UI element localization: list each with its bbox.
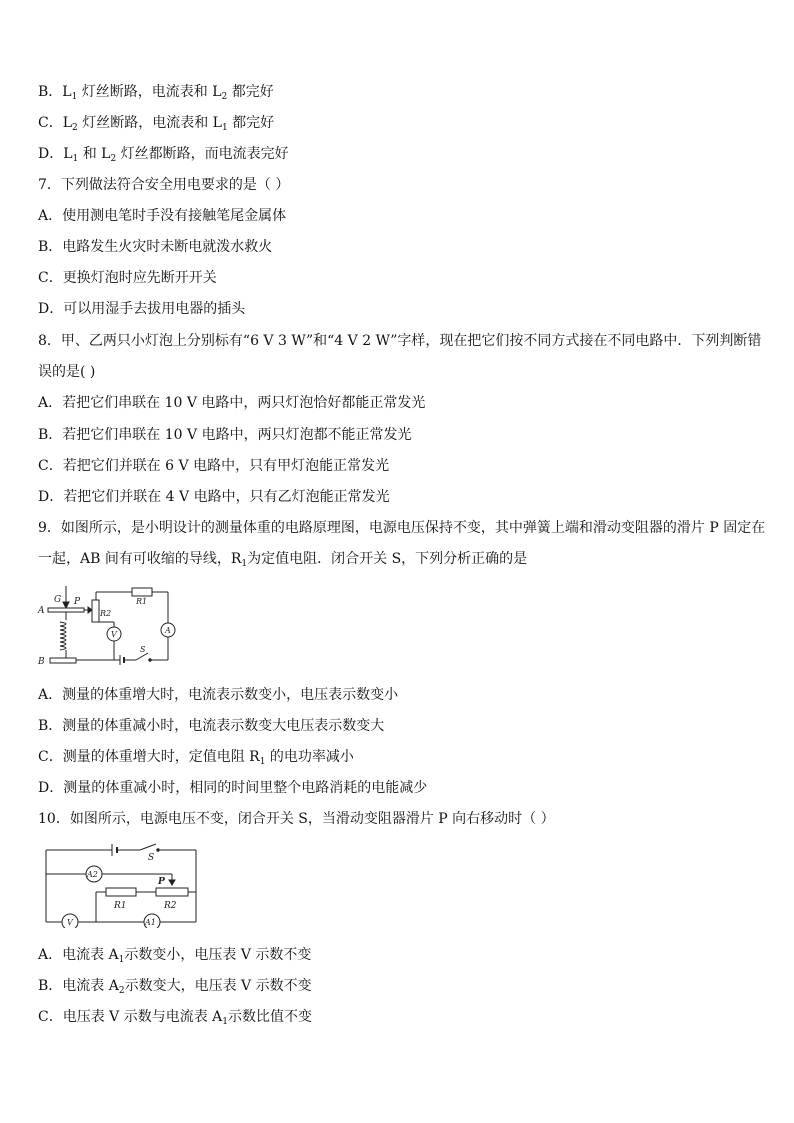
q9-stem-line1: 9．如图所示，是小明设计的测量体重的电路原理图，电源电压保持不变，其中弹簧上端和滑动变阻器的滑片 P 固定在 — [38, 520, 766, 536]
q10-option-b: B．电流表 $A_2$示数变大，电压表 V 示数不变 — [38, 978, 312, 996]
q6-option-d: D．$L_1$ 和 $L_2$ 灯丝都断路，而电流表完好 — [38, 146, 289, 164]
q9-voltmeter-label: V — [111, 630, 117, 639]
q8-option-c: C．若把它们并联在 6 V 电路中，只有甲灯泡能正常发光 — [38, 458, 390, 474]
q10-voltmeter-label: V — [67, 918, 73, 927]
q10-label-r2: R2 — [164, 901, 177, 911]
q10-label-r1: R1 — [114, 901, 127, 911]
q7-option-d: D．可以用湿手去拔用电器的插头 — [38, 301, 246, 317]
q9-stem-line2: 一起，AB 间有可收缩的导线，$R_1$为定值电阻．闭合开关 S，下列分析正确的是 — [38, 551, 528, 569]
q9-option-c: C．测量的体重增大时，定值电阻 $R_1$ 的电功率减小 — [38, 749, 354, 767]
q10-ammeter-a1-label: A1 — [145, 918, 156, 927]
q10-label-s: S — [148, 853, 155, 863]
q7-stem: 7．下列做法符合安全用电要求的是（ ） — [38, 177, 290, 193]
q8-stem-line1: 8．甲、乙两只小灯泡上分别标有“6 V 3 W”和“4 V 2 W”字样，现在把它们按不同方式接在不同电路中．下列判断错 — [38, 333, 762, 349]
q8-option-d: D．若把它们并联在 4 V 电路中，只有乙灯泡能正常发光 — [38, 489, 390, 505]
q9-ammeter-label: A — [165, 626, 171, 635]
q9-label-p: P — [74, 597, 81, 607]
q9-option-d: D．测量的体重减小时，相同的时间里整个电路消耗的电能减少 — [38, 780, 428, 796]
q10-label-p: P — [158, 877, 165, 887]
q10-stem: 10．如图所示，电源电压不变，闭合开关 S，当滑动变阻器滑片 P 向右移动时（ ） — [38, 811, 555, 827]
q6-option-b: B．$L_1$ 灯丝断路，电流表和 $L_2$ 都完好 — [38, 84, 274, 102]
q6-option-c: C．$L_2$ 灯丝断路，电流表和 $L_1$ 都完好 — [38, 115, 275, 133]
q8-option-b: B．若把它们串联在 10 V 电路中，两只灯泡都不能正常发光 — [38, 427, 412, 443]
q9-option-a: A．测量的体重增大时，电流表示数变小，电压表示数变小 — [38, 687, 399, 703]
q8-stem-line2: 误的是( ) — [38, 364, 96, 380]
q7-option-a: A．使用测电笔时手没有接触笔尾金属体 — [38, 208, 287, 224]
q10-ammeter-a2-label: A2 — [87, 870, 98, 879]
q7-option-c: C．更换灯泡时应先断开开关 — [38, 270, 217, 286]
q10-circuit-diagram — [40, 842, 200, 928]
q9-label-r2: R2 — [100, 609, 112, 618]
q9-label-r1: R1 — [136, 597, 148, 606]
q7-option-b: B．电路发生火灾时未断电就泼水救火 — [38, 239, 273, 255]
q8-option-a: A．若把它们串联在 10 V 电路中，两只灯泡恰好都能正常发光 — [38, 395, 426, 411]
q9-option-b: B．测量的体重减小时，电流表示数变大电压表示数变大 — [38, 718, 385, 734]
q9-label-s: S — [140, 645, 146, 654]
q9-label-b: B — [38, 657, 45, 666]
q10-option-a: A．电流表 $A_1$示数变小，电压表 V 示数不变 — [38, 947, 312, 965]
q9-label-g: G — [54, 595, 62, 605]
q10-option-c: C．电压表 V 示数与电流表 $A_1$示数比值不变 — [38, 1009, 313, 1027]
q9-circuit-diagram — [36, 582, 186, 666]
q9-label-a: A — [38, 606, 45, 616]
